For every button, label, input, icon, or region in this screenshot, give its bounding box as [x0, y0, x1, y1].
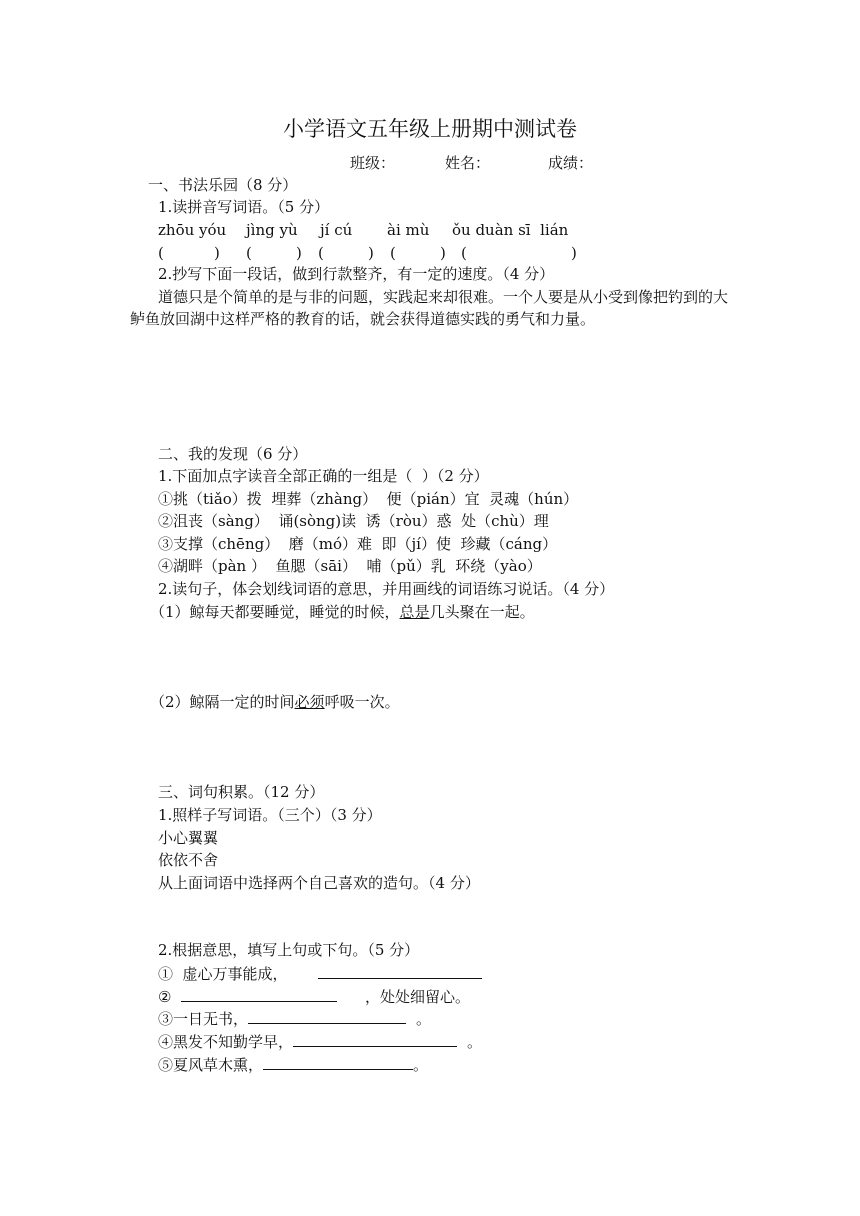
question-3-1b: 从上面词语中选择两个自己喜欢的造句。（4 分）: [158, 874, 480, 892]
fill-1-blank[interactable]: [318, 964, 482, 979]
fill-3: [158, 1009, 431, 1028]
sentence-1-text: （1）鲸每天都要睡觉，睡觉的时候，: [150, 603, 400, 621]
sentence-2: [150, 693, 400, 711]
example-word-2: 依依不舍: [158, 851, 219, 869]
pinyin-4: ài mù: [387, 221, 430, 239]
option-1: ①挑（tiǎo）拨 埋葬（zhàng） 便（pián）宜 灵魂（hún）: [158, 490, 579, 508]
answer-paren-1-open: (: [158, 244, 164, 262]
question-3-2: 2.根据意思，填写上句或下句。（5 分）: [158, 941, 420, 959]
pinyin-1: zhōu yóu: [158, 221, 227, 239]
copy-passage: 道德只是个简单的是与非的问题，实践起来却很难。一个人要是从小受到像把钓到的大鲈鱼放回湖中这样严格的教育的话，就会获得道德实践的勇气和力量。: [130, 288, 729, 328]
fill-3-end: 。: [416, 1010, 432, 1028]
sentence-1: [150, 603, 535, 621]
question-3-1: 1.照样子写词语。（三个）（3 分）: [158, 806, 382, 824]
answer-paren-4-open: (: [390, 244, 396, 262]
question-1-1: 1.读拼音写词语。（5 分）: [158, 198, 330, 216]
question-2-2: 2.读句子，体会划线词语的意思，并用画线的词语练习说话。（4 分）: [158, 580, 615, 598]
fill-4-blank[interactable]: [293, 1032, 457, 1047]
answer-paren-3-close: ): [368, 244, 374, 262]
fill-5-blank[interactable]: [263, 1055, 413, 1070]
answer-paren-5-open: (: [461, 244, 467, 262]
page-title: 小学语文五年级上册期中测试卷: [283, 117, 577, 141]
fill-3-blank[interactable]: [248, 1009, 406, 1024]
name-label: 姓名：: [445, 154, 491, 172]
example-word-1: 小心翼翼: [158, 829, 219, 847]
answer-paren-2-close: ): [296, 244, 302, 262]
fill-2: [158, 987, 470, 1006]
sentence-2-text: （2）鲸隔一定的时间: [150, 693, 295, 711]
pinyin-5: ǒu duàn sī lián: [452, 221, 569, 239]
question-1-2: 2.抄写下面一段话，做到行款整齐，有一定的速度。（4 分）: [158, 265, 555, 283]
section-3-heading: 三、词句积累。（12 分）: [158, 783, 325, 801]
fill-4-text: ④黑发不知勤学早，: [158, 1033, 294, 1051]
score-label: 成绩：: [548, 154, 594, 172]
answer-paren-2-open: (: [246, 244, 252, 262]
answer-paren-1-close: ): [214, 244, 220, 262]
pinyin-3: jí cú: [320, 221, 353, 239]
answer-paren-5-close: ): [571, 244, 577, 262]
sentence-2-underlined: 必须: [294, 693, 325, 711]
fill-4-end: 。: [467, 1033, 483, 1051]
fill-1: [158, 964, 482, 983]
sentence-1-end: 几头聚在一起。: [429, 603, 535, 621]
pinyin-2: jìng yù: [246, 221, 298, 239]
fill-2-label: ②: [158, 988, 181, 1006]
fill-2-blank[interactable]: [181, 987, 337, 1002]
fill-1-text: ① 虚心万事能成，: [158, 965, 288, 983]
fill-5-text: ⑤夏风草木熏，: [158, 1056, 264, 1074]
fill-3-text: ③一日无书，: [158, 1010, 249, 1028]
fill-5-end: 。: [413, 1056, 429, 1074]
option-2: ②沮丧（sàng） 诵(sòng)读 诱（ròu）惑 处（chù）理: [158, 512, 549, 530]
fill-2-text: ，处处细留心。: [364, 988, 470, 1006]
answer-paren-3-open: (: [318, 244, 324, 262]
fill-4: [158, 1032, 482, 1051]
fill-5: [158, 1055, 428, 1074]
question-2-1: 1.下面加点字读音全部正确的一组是（ ）（2 分）: [158, 467, 489, 485]
answer-paren-4-close: ): [440, 244, 446, 262]
section-1-heading: 一、书法乐园（8 分）: [148, 176, 298, 194]
class-label: 班级：: [350, 154, 396, 172]
section-2-heading: 二、我的发现（6 分）: [158, 445, 308, 463]
sentence-1-underlined: 总是: [399, 603, 430, 621]
sentence-2-end: 呼吸一次。: [324, 693, 400, 711]
option-4: ④湖畔（pàn ） 鱼腮（sāi） 哺（pǔ）乳 环绕（yào）: [158, 557, 542, 575]
option-3: ③支撑（chēng） 磨（mó）难 即（jí）使 珍藏（cáng）: [158, 535, 558, 553]
